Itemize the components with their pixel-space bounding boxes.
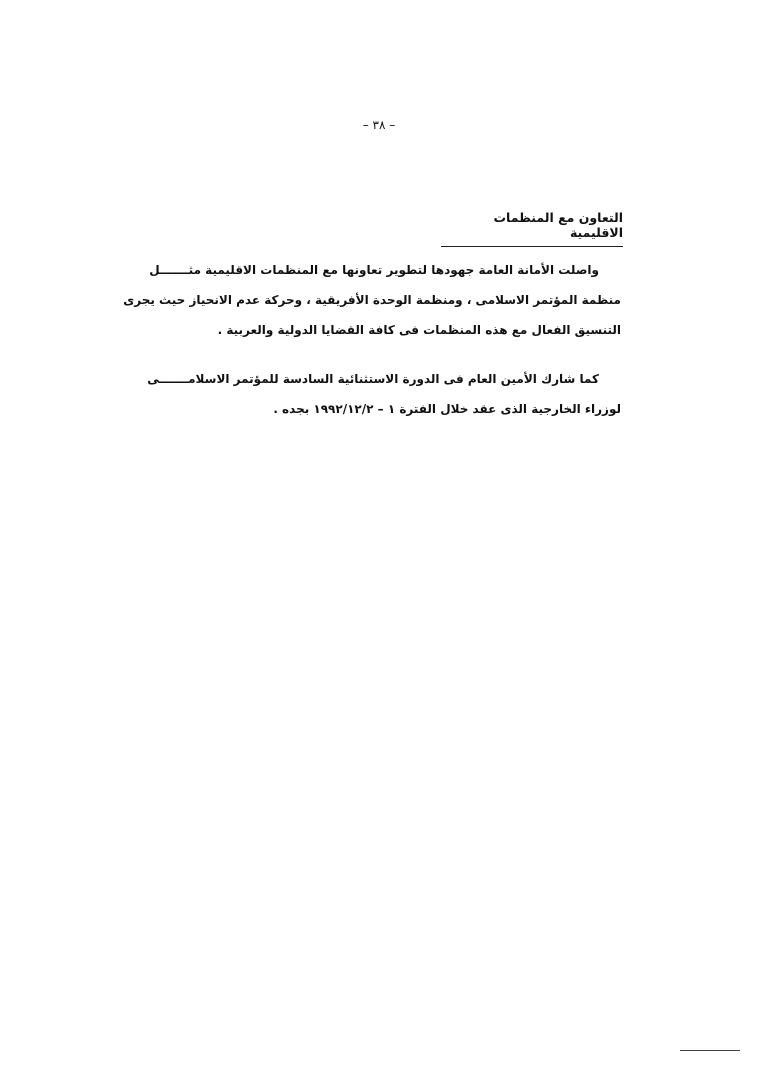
paragraph-cooperation: [91, 263, 621, 343]
paragraph-line: التنسيق الفعال مع هذه المنظمات فى كافة القضايا الدولية والعربية .: [217, 323, 621, 337]
paragraph-participation: [91, 372, 621, 432]
paragraph-line: منظمة المؤتمر الاسلامى ، ومنظمة الوحدة الأفريقية ، وحركة عدم الانحياز حيث يجرى: [123, 293, 621, 307]
paragraph-line: واصلت الأمانة العامة جهودها لتطوير تعاونها مع المنظمات الاقليمية مثـــــــل: [149, 263, 599, 277]
paragraph-line: لوزراء الخارجية الذى عقد خلال الفترة ١ – ١٩٩٢/١٢/٢ بجده .: [273, 402, 621, 416]
paragraph-line: كما شارك الأمين العام فى الدورة الاستثنائية السادسة للمؤتمر الاسلامـــــــى: [147, 372, 599, 386]
footer-rule: [680, 1050, 740, 1051]
section-heading: التعاون مع المنظمات الاقليمية: [441, 210, 623, 247]
page-number: – ٣٨ –: [362, 118, 396, 132]
